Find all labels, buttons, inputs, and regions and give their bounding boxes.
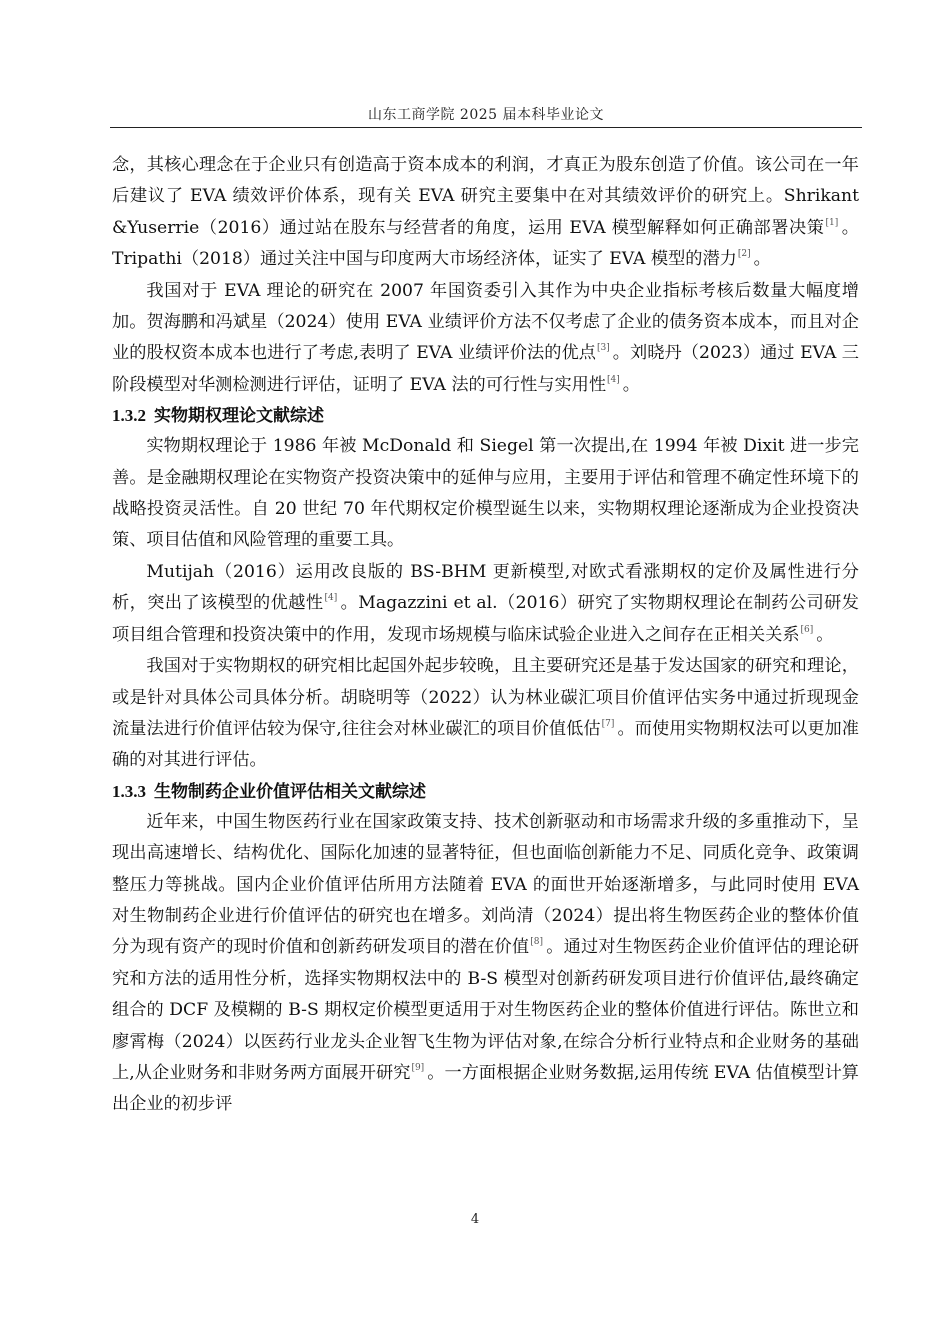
text-run: 。 (753, 249, 771, 270)
text-run: 实物期权理论于 1986 年被 McDonald 和 Siegel 第一次提出,在 1994 年被 Dixit 进一步完善。是金融期权理论在实物资产投资决策中的延伸与应用，主要用于评估和管理不确定性环境下的战略投资灵活性。自 20 世纪 70 年代期权定价模型诞生以来，实物期权理论逐渐成为企业投资决策、项目估值和风险管理的重要工具。 (112, 436, 859, 551)
citation: [9] (411, 1062, 425, 1073)
section-number: 1.3.3 (112, 781, 146, 801)
citation: [7] (601, 718, 615, 729)
paragraph-eva-foreign (112, 150, 859, 276)
paragraph-biopharma-valuation (112, 807, 859, 1121)
header-rule (110, 127, 862, 128)
text-run: 念，其核心理念在于企业只有创造高于资本成本的利润，才真正为股东创造了价值。该公司在一年后建议了 EVA 绩效评价体系，现有关 EVA 研究主要集中在对其绩效评价的研究上。Shrikant &Yuserrie（2016）通过站在股东与经营者的角度，运用 EVA 模型解释如何正确部署决策 (112, 155, 859, 238)
text-run: Mutijah（2016）运用改良版的 BS-BHM 更新模型,对欧式看涨期权的定价及属性进行分析，突出了该模型的优越性 (112, 561, 859, 614)
page-number: 4 (470, 1212, 480, 1227)
citation: [8] (530, 937, 544, 948)
citation: [4] (607, 374, 620, 385)
section-heading-biopharma (112, 777, 859, 807)
text-run: 近年来，中国生物医药行业在国家政策支持、技术创新驱动和市场需求升级的多重推动下，呈现出高速增长、结构优化、国际化加速的显著特征，但也面临创新能力不足、同质化竞争、政策调整压力等挑战。国内企业价值评估所用方法随着 EVA 的面世开始逐渐增多，与此同时使用 EVA 对生物制药企业进行价值评估的研究也在增多。刘尚清（2024）提出将生物医药企业的整体价值分为现有资产的现时价值和创新药研发项目的潜在价值 (112, 811, 859, 958)
running-header: 山东工商学院 2025 届本科毕业论文 (367, 107, 605, 123)
text-run: 。Magazzini et al.（2016）研究了实物期权理论在制药公司研发项目组合管理和投资决策中的作用，发现市场规模与临床试验企业进入之间存在正相关关系 (112, 593, 859, 645)
section-title: 生物制药企业价值评估相关文献综述 (154, 781, 426, 802)
section-heading-real-options (112, 401, 859, 431)
paragraph-eva-domestic (112, 276, 859, 402)
citation: [2] (737, 249, 751, 260)
text-run: 。Tripathi（2018）通过关注中国与印度两大市场经济体，证实了 EVA 模型的潜力 (112, 217, 859, 270)
section-number: 1.3.2 (112, 406, 146, 426)
citation: [4] (324, 593, 338, 604)
citation: [3] (596, 343, 610, 354)
text-run: 。一方面根据企业财务数据,运用传统 EVA 估值模型计算出企业的初步评 (112, 1062, 859, 1115)
text-run: 。 (816, 624, 834, 645)
citation: [1] (825, 217, 839, 228)
text-run: 我国对于实物期权的研究相比起国外起步较晚，且主要研究还是基于发达国家的研究和理论，或是针对具体公司具体分析。胡晓明等（2022）认为林业碳汇项目价值评估实务中通过折现现金流量法进行价值评估较为保守,往往会对林业碳汇的项目价值低估 (112, 656, 859, 739)
text-run: 我国对于 EVA 理论的研究在 2007 年国资委引入其作为中央企业指标考核后数量大幅度增加。贺海鹏和冯斌星（2024）使用 EVA 业绩评价方法不仅考虑了企业的债务资本成本，而且对企业的股权资本成本也进行了考虑,表明了 EVA 业绩评价法的优点 (112, 280, 859, 364)
text-run: 。通过对生物医药企业价值评估的理论研究和方法的适用性分析，选择实物期权法中的 B-S 模型对创新药研发项目进行价值评估,最终确定组合的 DCF 及模糊的 B-S 期权定价模型更适用于对生物医药企业的整体价值进行评估。陈世立和廖霄梅（2024）以医药行业龙头企业智飞生物为评估对象,在综合分析行业特点和企业财务的基础上,从企业财务和非财务两方面展开研究 (112, 937, 859, 1083)
paragraph-real-options-foreign (112, 557, 859, 651)
paragraph-real-options-origin (112, 431, 859, 557)
paragraph-real-options-domestic (112, 651, 859, 777)
section-title: 实物期权理论文献综述 (154, 406, 324, 427)
citation: [6] (800, 624, 814, 635)
text-run: 。而使用实物期权法可以更加准确的对其进行评估。 (112, 718, 859, 771)
text-run: 。 (622, 374, 640, 395)
body-text (112, 150, 859, 1121)
text-run: 。刘晓丹（2023）通过 EVA 三阶段模型对华测检测进行评估，证明了 EVA 法的可行性与实用性 (112, 343, 859, 395)
